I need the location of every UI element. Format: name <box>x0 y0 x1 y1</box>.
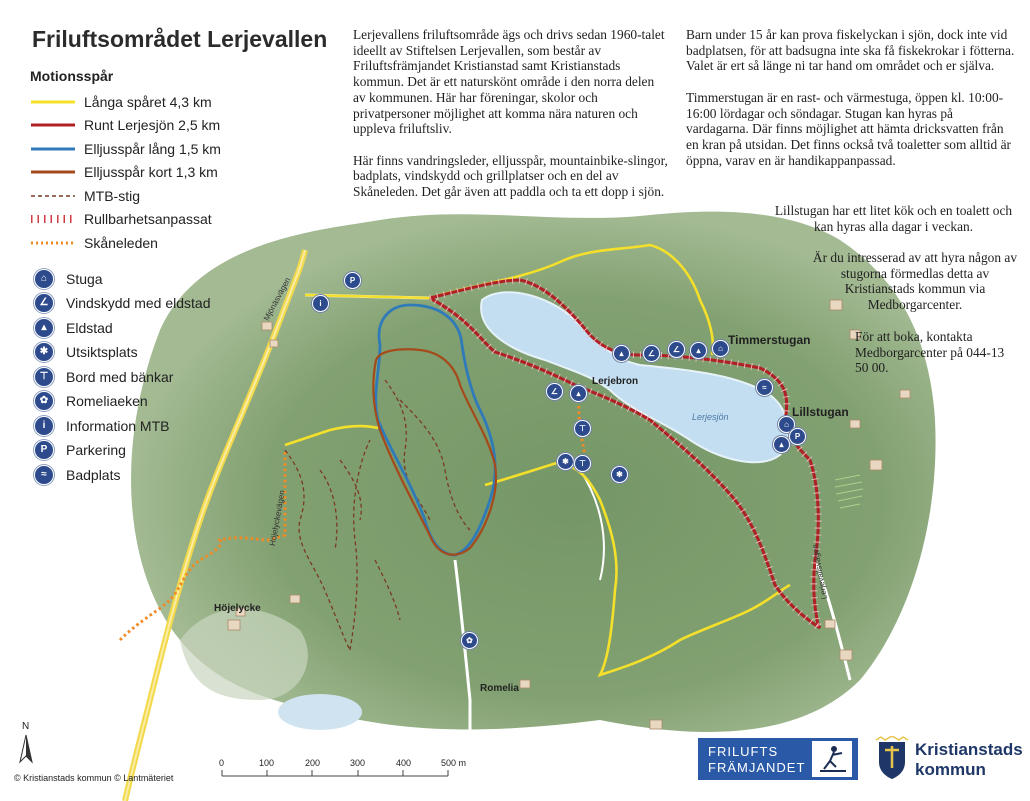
legend-symbol-label: Bord med bänkar <box>66 368 174 385</box>
parking-icon: P <box>34 440 54 460</box>
legend-symbol-label: Eldstad <box>66 319 113 336</box>
fire-icon[interactable]: ▴ <box>773 436 790 453</box>
viewpoint-icon: ✱ <box>34 342 54 362</box>
table-icon[interactable]: ⊤ <box>574 420 591 437</box>
parking-icon[interactable]: P <box>789 428 806 445</box>
swim-icon: ≈ <box>34 465 54 485</box>
info-paragraph: Timmerstugan är en rast- och värmestuga, öppen kl. 10:00-16:00 lördagar och söndagar. Stugan kan hyras på vardagarna. Där finns möjlighet att hämta dricksvatten från en kran på utsidan. Det finns också två toaletter som alltid är öppna, varav en är handikappanpassad. <box>686 89 1011 168</box>
info-booking: För att boka, kontakta Medborgarcenter på 044-13 50 00. <box>855 329 1005 376</box>
page-title: Friluftsområdet Lerjevallen <box>32 26 328 52</box>
table-icon[interactable]: ⊤ <box>574 455 591 472</box>
house-icon[interactable]: ⌂ <box>712 340 729 357</box>
legend-trail-label: MTB-stig <box>84 187 140 204</box>
shelter-icon: ∠ <box>34 293 54 313</box>
north-label: N <box>22 721 30 732</box>
house-icon: ⌂ <box>34 269 54 289</box>
legend-symbol-row <box>30 267 270 292</box>
skier-icon <box>812 741 852 777</box>
viewpoint-icon[interactable]: ✱ <box>557 453 574 470</box>
legend-symbol-label: Information MTB <box>66 417 170 434</box>
label-lerjesjon: Lerjesjön <box>692 412 729 422</box>
info-column-2 <box>686 27 1016 184</box>
label-hojelycke: Höjelycke <box>214 603 261 614</box>
legend-swatch <box>30 213 76 225</box>
legend-trail-label: Elljusspår lång 1,5 km <box>84 140 221 157</box>
legend-trail-label: Elljusspår kort 1,3 km <box>84 164 218 181</box>
legend-trail-row <box>30 208 270 232</box>
parking-icon[interactable]: P <box>344 272 361 289</box>
oak-icon: ✿ <box>34 391 54 411</box>
label-timmerstugan: Timmerstugan <box>728 333 811 347</box>
logo-text: Kristianstads <box>915 740 1023 759</box>
legend-trail-row <box>30 161 270 185</box>
legend-trail-label: Rullbarhetsanpassat <box>84 211 212 228</box>
logo-text: FRÄMJANDET <box>708 760 806 775</box>
legend-swatch <box>30 237 76 249</box>
legend-symbol-label: Stuga <box>66 270 103 287</box>
viewpoint-icon[interactable]: ✱ <box>611 466 628 483</box>
label-lerjebron: Lerjebron <box>592 376 639 387</box>
logo-friluftsframjandet[interactable] <box>698 738 858 780</box>
oak-icon[interactable]: ✿ <box>461 632 478 649</box>
fire-icon[interactable]: ▴ <box>690 342 707 359</box>
legend-heading: Motionsspår <box>30 68 114 84</box>
logo-kristianstad[interactable] <box>873 736 1023 782</box>
info-icon: i <box>34 416 54 436</box>
scale-tick: 0 <box>219 758 225 768</box>
info-column-1 <box>353 27 668 215</box>
info-rent: Är du intresserad av att hyra någon av stugorna förmedlas detta av Kristianstads kommun via Medborgarcenter. <box>812 250 1018 313</box>
fire-icon: ▴ <box>34 318 54 338</box>
legend-trail-label: Långa spåret 4,3 km <box>84 93 212 110</box>
label-mjonasvagen: Mjönäsvägen <box>262 275 293 323</box>
legend-symbol-row <box>30 438 270 463</box>
legend-swatch <box>30 166 76 178</box>
legend-swatch <box>30 96 76 108</box>
logo-text: kommun <box>915 760 986 779</box>
scale-tick: 300 <box>350 758 366 768</box>
legend-trail-row <box>30 184 270 208</box>
info-icon[interactable]: i <box>312 295 329 312</box>
info-paragraph: Barn under 15 år kan prova fiskelyckan i sjön, dock inte vid badplatsen, för att badsugna inte ska få fiskekrokar i fötterna. Valet är ert så länge ni tar hand om området och er själva. <box>686 27 1015 74</box>
logo-text: FRILUFTS <box>708 744 779 759</box>
table-icon: ⊤ <box>34 367 54 387</box>
legend-symbol-label: Romeliaeken <box>66 393 148 410</box>
legend-symbol-label: Parkering <box>66 442 126 459</box>
legend-symbol-row <box>30 365 270 390</box>
fire-icon[interactable]: ▴ <box>613 345 630 362</box>
legend-trail-label: Runt Lerjesjön 2,5 km <box>84 117 221 134</box>
legend-symbol-label: Badplats <box>66 466 121 483</box>
shelter-icon[interactable]: ∠ <box>546 383 563 400</box>
info-paragraph: Lerjevallens friluftsområde ägs och drivs sedan 1960-talet ideellt av Stiftelsen Lerjevallen, som består av Friluftsfrämjandet Kristianstad samt Kristianstads kommun. Det är ett naturskönt område i den norra delen av kommunen. Här har föreningar, skolor och privatpersoner möjlighet att komma nära naturen och uppleva friluftsliv. <box>353 27 665 137</box>
info-paragraph: Här finns vandringsleder, elljusspår, mountainbike-slingor, badplats, vindskydd och grillplatser och en del av Skåneleden. Det går även att paddla och ta ett dopp i sjön. <box>353 152 668 200</box>
scale-tick: 400 <box>396 758 412 768</box>
legend-trail-row <box>30 231 270 255</box>
scale-tick: 200 <box>305 758 321 768</box>
copyright: © Kristianstads kommun © Lantmäteriet <box>14 773 174 783</box>
legend-symbol-label: Utsiktsplats <box>66 344 138 361</box>
legend <box>30 68 270 487</box>
scale-tick: 100 <box>259 758 275 768</box>
legend-swatch <box>30 119 76 131</box>
house-icon[interactable]: ⌂ <box>778 416 795 433</box>
legend-symbol-row <box>30 340 270 365</box>
pond <box>278 694 362 730</box>
legend-symbol-row <box>30 414 270 439</box>
label-romelia: Romelia <box>480 683 519 694</box>
fire-icon[interactable]: ▴ <box>570 385 587 402</box>
label-lerjevallsvagen: Lerjevallsvägen <box>810 543 829 600</box>
legend-symbol-row <box>30 463 270 488</box>
legend-trail-row <box>30 114 270 138</box>
label-hojelyckevagen: Höjelyckevägen <box>268 489 287 547</box>
swim-icon[interactable]: ≈ <box>756 379 773 396</box>
shelter-icon[interactable]: ∠ <box>668 341 685 358</box>
legend-trail-row <box>30 137 270 161</box>
label-lillstugan: Lillstugan <box>792 405 849 419</box>
info-lillstugan: Lillstugan har ett litet kök och en toalett och kan hyras alla dagar i veckan. <box>774 203 1013 234</box>
coat-of-arms-icon <box>873 736 911 780</box>
shelter-icon[interactable]: ∠ <box>643 345 660 362</box>
legend-swatch <box>30 190 76 202</box>
scale-tick: 500 m <box>441 758 467 768</box>
legend-symbol-row <box>30 389 270 414</box>
legend-symbol-label: Vindskydd med eldstad <box>66 295 211 312</box>
legend-trail-label: Skåneleden <box>84 234 158 251</box>
legend-trail-row <box>30 90 270 114</box>
legend-symbol-row <box>30 291 270 316</box>
legend-swatch <box>30 143 76 155</box>
legend-symbol-row <box>30 316 270 341</box>
